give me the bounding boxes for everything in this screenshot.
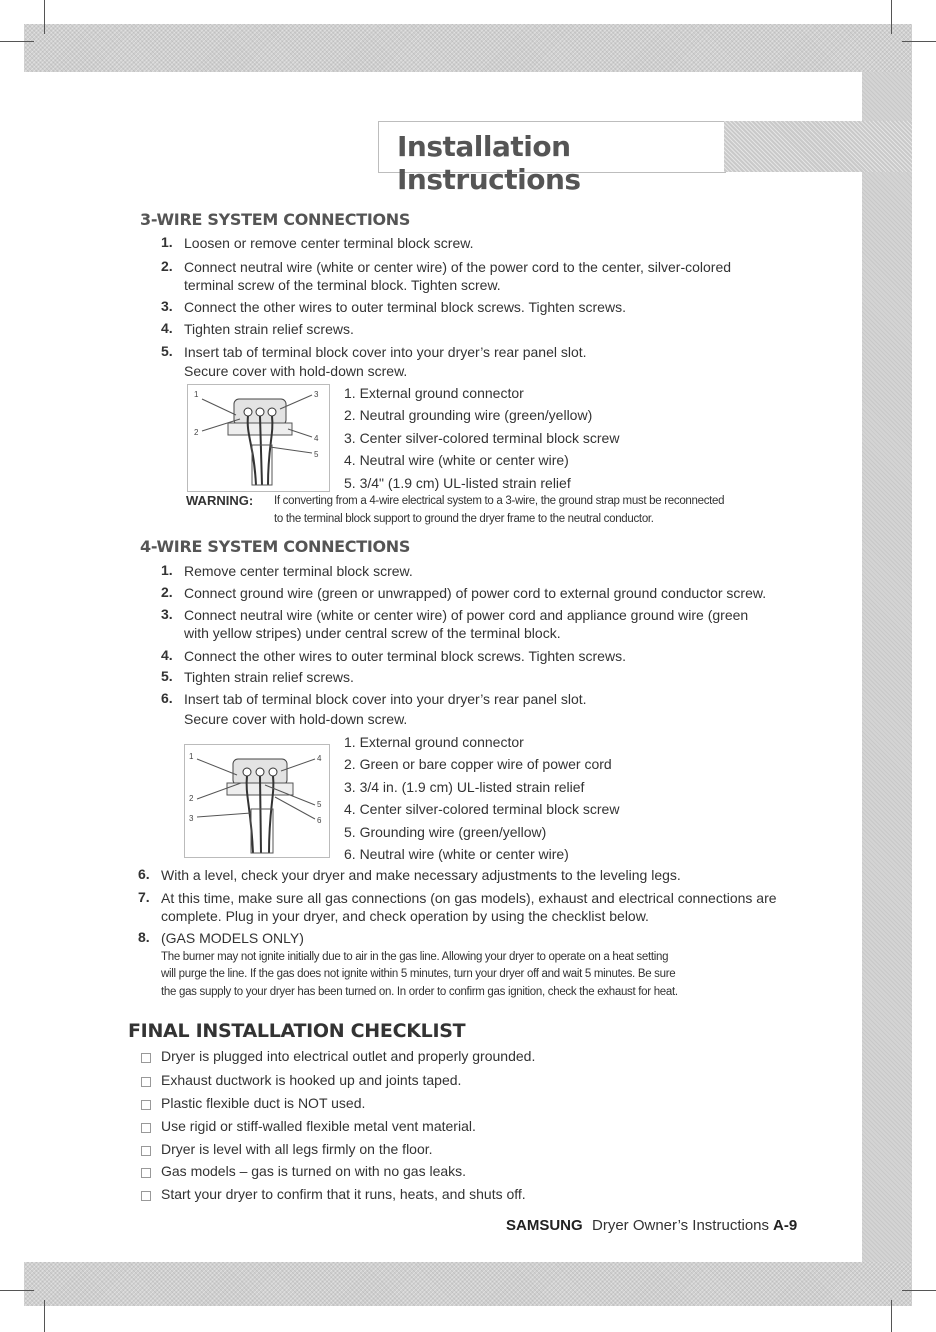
page-number: A-9 [773,1217,798,1234]
title-decorative-tab [724,121,912,172]
legend-item: 1. External ground connector [344,734,524,750]
legend-item: 2. Green or bare copper wire of power cord [344,756,612,773]
step-text: Connect the other wires to outer terminal block screws. Tighten screws. [184,648,626,664]
crop-mark [891,0,892,34]
checkbox[interactable] [141,1168,151,1178]
figure-label: 6 [317,816,322,825]
checkbox[interactable] [141,1053,151,1063]
crop-mark [891,1300,892,1332]
figure-label: 4 [317,754,322,763]
step-number: 7. [138,889,150,905]
step-number: 6. [138,866,150,882]
step-text-continued: Secure cover with hold-down screw. [184,711,408,727]
step-text: Loosen or remove center terminal block screw. [184,235,474,251]
step-text-continued: with yellow stripes) under central screw of the terminal block. [184,625,561,641]
warning-label: WARNING: [186,493,254,508]
step-text: Connect neutral wire (white or center wire) of power cord and appliance ground wire (green [184,607,749,623]
checkbox[interactable] [141,1146,151,1156]
checklist-item: Dryer is level with all legs firmly on the floor. [161,1141,433,1157]
footer-brand: SAMSUNG [506,1217,583,1234]
crop-mark [44,1300,45,1332]
step-number: 2. [161,584,173,600]
legend-item: 3. 3/4 in. (1.9 cm) UL-listed strain relief [344,778,585,795]
step-number: 4. [161,320,173,336]
footer-document-title: Dryer Owner’s Instructions [592,1217,769,1234]
step-text: Connect ground wire (green or unwrapped) of power cord to external ground conductor screw. [184,585,767,601]
step-number: 3. [161,298,173,314]
step-text-continued: Secure cover with hold-down screw. [184,363,408,379]
step-number: 5. [161,343,173,359]
three-wire-heading: 3-WIRE SYSTEM CONNECTIONS [140,210,411,229]
step-text-continued: complete. Plug in your dryer, and check operation by using the checklist below. [161,908,649,924]
figure-label: 3 [314,390,319,399]
step-number: 4. [161,647,173,663]
checkbox[interactable] [141,1077,151,1087]
legend-item: 5. Grounding wire (green/yellow) [344,823,547,840]
legend-item: 4. Neutral wire (white or center wire) [344,452,569,469]
warning-text-continued: to the terminal block support to ground the dryer frame to the neutral conductor. [274,513,654,525]
figure-label: 5 [314,450,319,459]
checklist-item: Dryer is plugged into electrical outlet and properly grounded. [161,1048,536,1064]
step-text: Connect the other wires to outer terminal block screws. Tighten screws. [184,299,626,315]
figure-label: 2 [194,428,199,437]
legend-item: 2. Neutral grounding wire (green/yellow) [344,407,593,424]
gas-note-line: the gas supply to your dryer has been turned on. In order to confirm gas ignition, check the exhaust for heat. [161,986,678,998]
step-text: Insert tab of terminal block cover into your dryer’s rear panel slot. [184,344,587,360]
figure-label: 1 [189,752,194,761]
figure-label: 3 [189,814,194,823]
figure-label: 1 [194,390,199,399]
right-decorative-bar [862,72,912,1262]
legend-item: 3. Center silver-colored terminal block screw [344,429,620,446]
step-text: Insert tab of terminal block cover into your dryer’s rear panel slot. [184,691,587,707]
terminal-block-diagram-3-wire [187,384,330,492]
figure-label: 5 [317,800,322,809]
step-number: 6. [161,690,173,706]
wiring-illustration [185,745,329,857]
warning-text: If converting from a 4-wire electrical system to a 3-wire, the ground strap must be reconnected [274,495,725,507]
checklist-item: Start your dryer to confirm that it runs, heats, and shuts off. [161,1186,526,1202]
bottom-decorative-band [24,1262,912,1306]
three-wire-legend [344,382,619,494]
step-text: At this time, make sure all gas connections (on gas models), exhaust and electrical connections are [161,890,777,906]
step-text: Connect neutral wire (white or center wire) of the power cord to the center, silver-colored [184,259,732,275]
step-text: Tighten strain relief screws. [184,321,354,337]
checklist-item: Use rigid or stiff-walled flexible metal vent material. [161,1118,476,1134]
legend-item: 1. External ground connector [344,385,524,401]
crop-mark [902,1290,936,1291]
checkbox[interactable] [141,1123,151,1133]
step-text: Remove center terminal block screw. [184,563,413,579]
figure-label: 4 [314,434,319,443]
gas-note-line: The burner may not ignite initially due to air in the gas line. Allowing your dryer to operate on a heat setting [161,951,669,963]
legend-item: 4. Center silver-colored terminal block screw [344,801,620,818]
crop-mark [902,41,936,42]
four-wire-legend [344,731,619,865]
crop-mark [44,0,45,34]
terminal-block-diagram-4-wire [184,744,330,858]
wiring-illustration [188,385,329,491]
checklist-item: Gas models – gas is turned on with no gas leaks. [161,1163,467,1179]
page-title-box [378,121,726,196]
checkbox[interactable] [141,1191,151,1201]
step-number: 3. [161,606,173,622]
checklist-item: Plastic flexible duct is NOT used. [161,1095,366,1111]
step-number: 5. [161,668,173,684]
legend-item: 6. Neutral wire (white or center wire) [344,846,569,863]
step-number: 2. [161,258,173,274]
step-number: 1. [161,234,173,250]
gas-note-line: will purge the line. If the gas does not ignite within 5 minutes, turn your dryer off and wait 5 minutes. Be sure [161,968,676,980]
checkbox[interactable] [141,1100,151,1110]
step-number: 1. [161,562,173,578]
step-text: Tighten strain relief screws. [184,669,354,685]
top-decorative-band [24,24,912,72]
step-number: 8. [138,929,150,945]
step-text: (GAS MODELS ONLY) [161,930,304,946]
step-text-continued: terminal screw of the terminal block. Tighten screw. [184,277,501,293]
legend-item: 5. 3/4" (1.9 cm) UL-listed strain relief [344,474,571,491]
crop-mark [0,41,34,42]
step-text: With a level, check your dryer and make necessary adjustments to the leveling legs. [161,867,681,883]
page-title: Installation Instructions [397,130,581,196]
figure-label: 2 [189,794,194,803]
four-wire-heading: 4-WIRE SYSTEM CONNECTIONS [140,537,411,556]
checklist-item: Exhaust ductwork is hooked up and joints taped. [161,1072,462,1088]
checklist-heading: FINAL INSTALLATION CHECKLIST [128,1020,466,1042]
crop-mark [0,1290,34,1291]
